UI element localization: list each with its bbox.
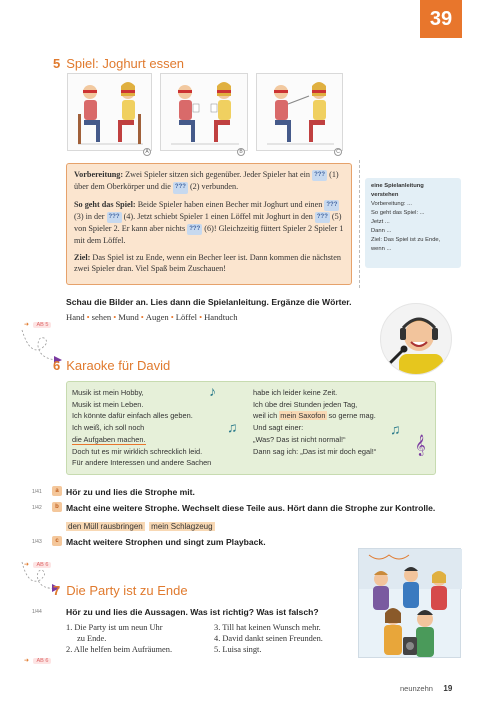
instructions-how-to-play: So geht das Spiel: Beide Spieler haben einen Becher mit Joghurt und einen ??? (3) in der ??? (4). Jetzt schiebt Spieler 1 einen Löffel mit Joghurt in den ??? (5) von Spieler 2. Er kann aber nichts ??? (6)! Gleichzeitig füttert Spieler 2 Spieler 1 mit dem Löffel. xyxy=(74,199,344,246)
lyric-line: habe ich leider keine Zeit. xyxy=(253,388,338,397)
divider-dashed xyxy=(359,160,360,288)
illustration-b xyxy=(160,73,248,151)
audio-ref: 1/43 xyxy=(32,539,42,545)
task-6a: Hör zu und lies die Strophe mit. xyxy=(66,487,195,497)
phrase: den Müll rausbringen xyxy=(68,522,143,531)
side-box-line: Jetzt ... xyxy=(371,219,390,225)
section-6-title xyxy=(53,358,170,373)
players-feeding-icon xyxy=(257,74,344,152)
players-sitting-icon xyxy=(68,74,153,152)
singer-with-headphones-icon xyxy=(381,304,452,375)
illustration-a xyxy=(67,73,152,151)
statement: 3. Till hat keinen Wunsch mehr. xyxy=(214,623,321,632)
side-box-line: Vorbereitung: ... xyxy=(371,201,412,207)
lyric-line: Ich übe drei Stunden jeden Tag, xyxy=(253,399,358,409)
instructions-goal: Ziel: Das Spiel ist zu Ende, wenn ein Becher leer ist. Dann kommen die nächsten zwei Spieler dran. Viel Spaß beim Zuschauen! xyxy=(74,252,341,274)
lyric-line: Für andere Interessen und andere Sachen xyxy=(72,458,212,468)
section-6-title-text: Karaoke für David xyxy=(66,358,171,373)
phrase: mein Schlagzeug xyxy=(151,522,213,531)
ab-ref-7: ➜ AB 6 xyxy=(24,649,51,667)
statement: 5. Luisa singt. xyxy=(214,645,262,654)
lyrics-left-column xyxy=(72,387,211,469)
music-notes-icon: ♫ xyxy=(227,419,238,435)
section-7-task: Hör zu und lies die Aussagen. Was ist richtig? Was ist falsch? xyxy=(66,607,319,617)
word: Löffel xyxy=(175,312,198,322)
song-lyrics-box xyxy=(66,381,436,475)
page-footer xyxy=(400,678,452,696)
ab-ref-5: ➜ AB 5 xyxy=(24,313,51,331)
gap-4[interactable]: ??? xyxy=(107,212,122,223)
statement: 4. David dankt seinen Freunden. xyxy=(214,634,323,643)
gap-5[interactable]: ??? xyxy=(315,212,330,223)
section-7-title-text: Die Party ist zu Ende xyxy=(66,583,188,598)
lyric-line: Ich weiß, ich soll noch xyxy=(72,423,145,433)
section-6-number: 6 xyxy=(53,358,61,373)
lyric-line: Ich könnte dafür einfach alles geben. xyxy=(72,411,193,421)
lyric-line: die Aufgaben machen. xyxy=(72,434,146,444)
lyric-line: Musik ist mein Hobby, xyxy=(72,388,144,397)
lyric-line: Dann sag ich: „Das ist mir doch egal!“ xyxy=(253,446,377,456)
players-eating-icon xyxy=(161,74,249,152)
highlighted-phrase: mein Saxofon xyxy=(280,411,326,421)
section-5-number: 5 xyxy=(53,56,61,71)
word: sehen xyxy=(91,312,112,322)
word: Hand xyxy=(66,312,85,322)
section-7-title xyxy=(53,583,188,598)
gap-6[interactable]: ??? xyxy=(187,224,202,235)
lyric-line: Doch tut es mir wirklich schrecklich leid. xyxy=(72,446,203,456)
task-letter-b: b xyxy=(52,502,62,512)
statement: 1. Die Party ist um neun Uhr xyxy=(66,623,163,632)
david-portrait xyxy=(380,303,452,375)
lyric-line: „Was? Das ist nicht normal!“ xyxy=(253,434,346,444)
lyrics-right-column xyxy=(253,387,376,457)
side-box-line: Dann ... xyxy=(371,228,392,234)
strategy-side-box xyxy=(365,178,461,268)
picture-label-b: B xyxy=(237,148,245,156)
section-5-task: Schau die Bilder an. Lies dann die Spielanleitung. Ergänze die Wörter. xyxy=(66,297,352,307)
side-box-line: Ziel: Das Spiel ist zu Ende, xyxy=(371,237,441,243)
word-bank: Hand • sehen • Mund • Augen • Löffel • Handtuch xyxy=(66,312,238,322)
music-note-icon: ♪ xyxy=(209,383,216,399)
treble-clef-icon: 𝄞 xyxy=(415,435,426,455)
arrow-icon: ➜ xyxy=(24,322,30,328)
audio-ref: 1/42 xyxy=(32,505,42,511)
word: Augen xyxy=(145,312,169,322)
task-6c: Macht weitere Strophen und singt zum Playback. xyxy=(66,537,266,547)
arrow-icon: ➜ xyxy=(24,658,30,664)
section-5-title xyxy=(53,56,184,71)
side-box-line: wenn ... xyxy=(371,246,392,252)
audio-ref: 1/41 xyxy=(32,489,42,495)
party-friends-icon xyxy=(359,549,462,659)
picture-label-c: C xyxy=(334,148,342,156)
page-number-badge: 39 xyxy=(420,0,462,38)
gap-3[interactable]: ??? xyxy=(324,200,339,211)
gap-2[interactable]: ??? xyxy=(173,182,188,193)
lyric-line: Musik ist mein Leben. xyxy=(72,399,144,409)
side-box-title-1: eine Spielanleitung xyxy=(371,183,424,189)
party-illustration xyxy=(358,548,461,658)
illustration-c xyxy=(256,73,343,151)
picture-label-a: A xyxy=(143,148,151,156)
task-6b: Macht eine weitere Strophe. Wechselt diese Teile aus. Hört dann die Strophe zur Kontrolle. xyxy=(66,503,436,513)
section-7-number: 7 xyxy=(53,583,61,598)
page-number: 19 xyxy=(443,684,453,693)
page-word: neunzehn xyxy=(400,684,433,693)
side-box-line: So geht das Spiel: ... xyxy=(371,210,425,216)
instructions-preparation: Vorbereitung: Zwei Spieler sitzen sich gegenüber. Jeder Spieler hat ein ??? (1) über dem Oberkörper und die ??? (2) verbunden. xyxy=(74,169,344,194)
statements-right xyxy=(214,622,323,655)
word: Mund xyxy=(118,312,139,322)
gap-1[interactable]: ??? xyxy=(312,170,327,181)
task-letter-c: c xyxy=(52,536,62,546)
game-instructions-box xyxy=(66,163,352,285)
side-box-title-2: verstehen xyxy=(371,192,399,198)
music-notes-icon: ♫ xyxy=(390,421,401,437)
ab-ref-6: ➜ AB 6 xyxy=(24,553,51,571)
task-letter-a: a xyxy=(52,486,62,496)
word: Handtuch xyxy=(204,312,238,322)
statements-left xyxy=(66,622,172,655)
statement: zu Ende. xyxy=(77,634,107,643)
replacement-phrases xyxy=(66,516,215,534)
arrow-icon: ➜ xyxy=(24,562,30,568)
lyric-line: Und sagt einer: xyxy=(253,423,304,433)
statement: 2. Alle helfen beim Aufräumen. xyxy=(66,645,173,654)
section-5-title-text: Spiel: Joghurt essen xyxy=(66,56,185,71)
lyric-line: weil ich mein Saxofon so gerne mag. xyxy=(253,411,376,421)
audio-ref: 1/44 xyxy=(32,609,42,615)
